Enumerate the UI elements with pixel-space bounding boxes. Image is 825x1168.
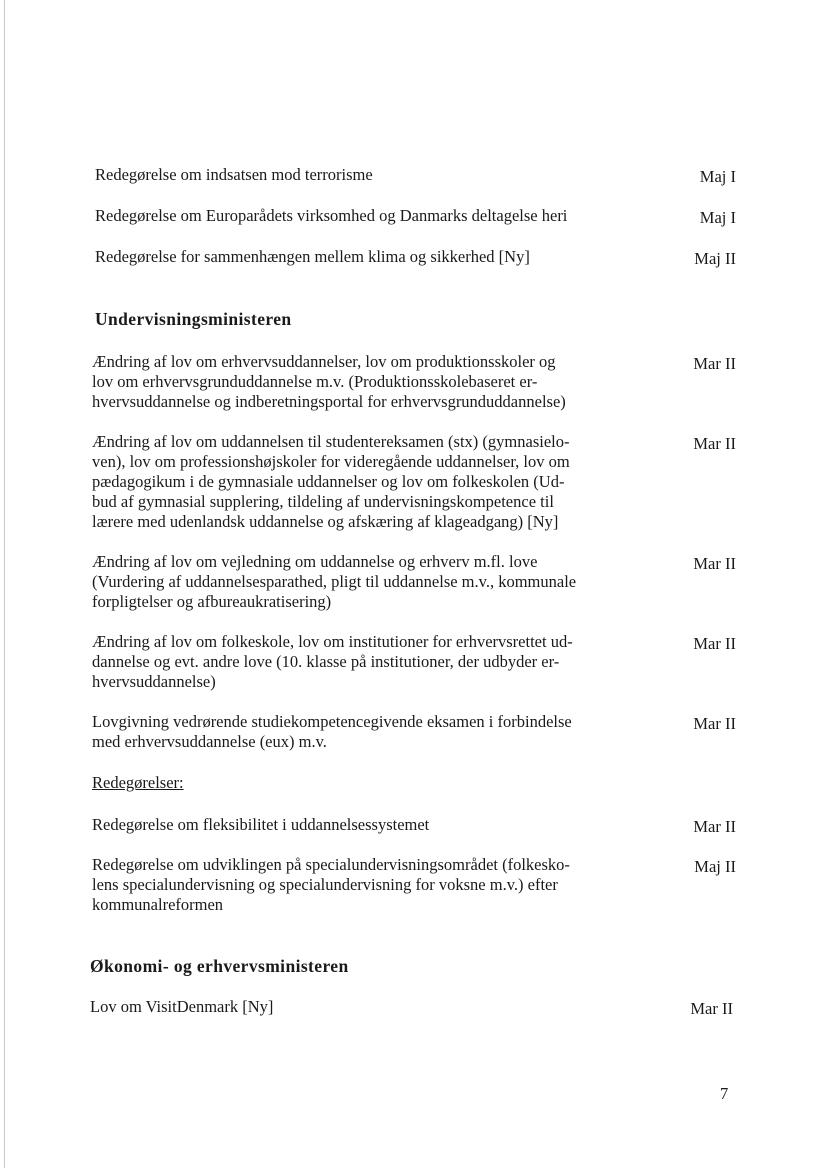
entry-line: bud af gymnasial supplering, tildeling af undervisningskompetence til (92, 492, 554, 511)
entry-line: lærere med udenlandsk uddannelse og afskæring af klageadgang) [Ny] (92, 512, 559, 531)
report-climate-security (95, 247, 655, 267)
date-visitdenmark: Mar II (690, 999, 733, 1018)
subheading-reports: Redegørelser: (92, 773, 184, 792)
entry-line: Ændring af lov om folkeskole, lov om institutioner for erhvervsrettet ud- (92, 632, 573, 651)
entry-line: forpligtelser og afbureaukratisering) (92, 592, 332, 611)
date-eux: Mar II (693, 714, 736, 733)
entry-text: Redegørelse om indsatsen mod terrorisme (95, 165, 373, 184)
entry-line: dannelse og evt. andre love (10. klasse på institutioner, der udbyder er- (92, 652, 560, 671)
date-stx: Mar II (693, 434, 736, 453)
entry-line: lov om erhvervsgrunduddannelse m.v. (Produktionsskolebaseret er- (92, 372, 538, 391)
date-guidance: Mar II (693, 554, 736, 573)
report-terrorism (95, 165, 655, 185)
entry-line: Ændring af lov om erhvervsuddannelser, lov om produktionsskoler og (92, 352, 556, 371)
date-production-schools: Mar II (693, 354, 736, 373)
entry-line: Redegørelse om udviklingen på specialundervisningsområdet (folkesko- (92, 855, 570, 874)
scan-edge-line (4, 0, 5, 1168)
entry-line: med erhvervsuddannelse (eux) m.v. (92, 732, 327, 751)
bill-eux (92, 712, 604, 752)
bill-guidance (92, 552, 604, 612)
entry-line: pædagogikum i de gymnasiale uddannelser og lov om folkeskolen (Ud- (92, 472, 565, 491)
entry-line: hvervsuddannelse) (92, 672, 216, 691)
entry-line: ven), lov om professionshøjskoler for videregående uddannelser, lov om (92, 452, 570, 471)
date-climate-security: Maj II (694, 249, 736, 268)
entry-line: (Vurdering af uddannelsesparathed, pligt til uddannelse m.v., kommunale (92, 572, 577, 591)
entry-line: Ændring af lov om uddannelsen til studentereksamen (stx) (gymnasielo- (92, 432, 570, 451)
entry-line: Ændring af lov om vejledning om uddannelse og erhverv m.fl. love (92, 552, 538, 571)
date-terrorism: Maj I (699, 167, 736, 186)
date-special-education: Maj II (694, 857, 736, 876)
entry-line: Redegørelse om fleksibilitet i uddannelsessystemet (92, 815, 430, 834)
bill-visitdenmark (90, 997, 602, 1017)
entry-line: Lovgivning vedrørende studiekompetencegivende eksamen i forbindelse (92, 712, 572, 731)
entry-line: hvervsuddannelse og indberetningsportal for erhvervsgrunduddannelse) (92, 392, 566, 411)
bill-stx (92, 432, 604, 532)
report-flexibility (92, 815, 604, 835)
entry-text: Redegørelse om Europarådets virksomhed og Danmarks deltagelse heri (95, 206, 568, 225)
bill-folkeskole (92, 632, 604, 692)
entry-line: kommunalreformen (92, 895, 224, 914)
report-europe-council (95, 206, 655, 226)
entry-line: Lov om VisitDenmark [Ny] (90, 997, 274, 1016)
entry-text: Redegørelse for sammenhængen mellem klima og sikkerhed [Ny] (95, 247, 530, 266)
section-heading-undervisning: Undervisningsministeren (95, 309, 292, 329)
date-flexibility: Mar II (693, 817, 736, 836)
report-special-education (92, 855, 604, 915)
bill-production-schools (92, 352, 604, 412)
date-europe-council: Maj I (699, 208, 736, 227)
page-number: 7 (720, 1084, 729, 1103)
section-heading-oekonomi: Økonomi- og erhvervsministeren (90, 956, 349, 976)
entry-line: lens specialundervisning og specialundervisning for voksne m.v.) efter (92, 875, 558, 894)
date-folkeskole: Mar II (693, 634, 736, 653)
